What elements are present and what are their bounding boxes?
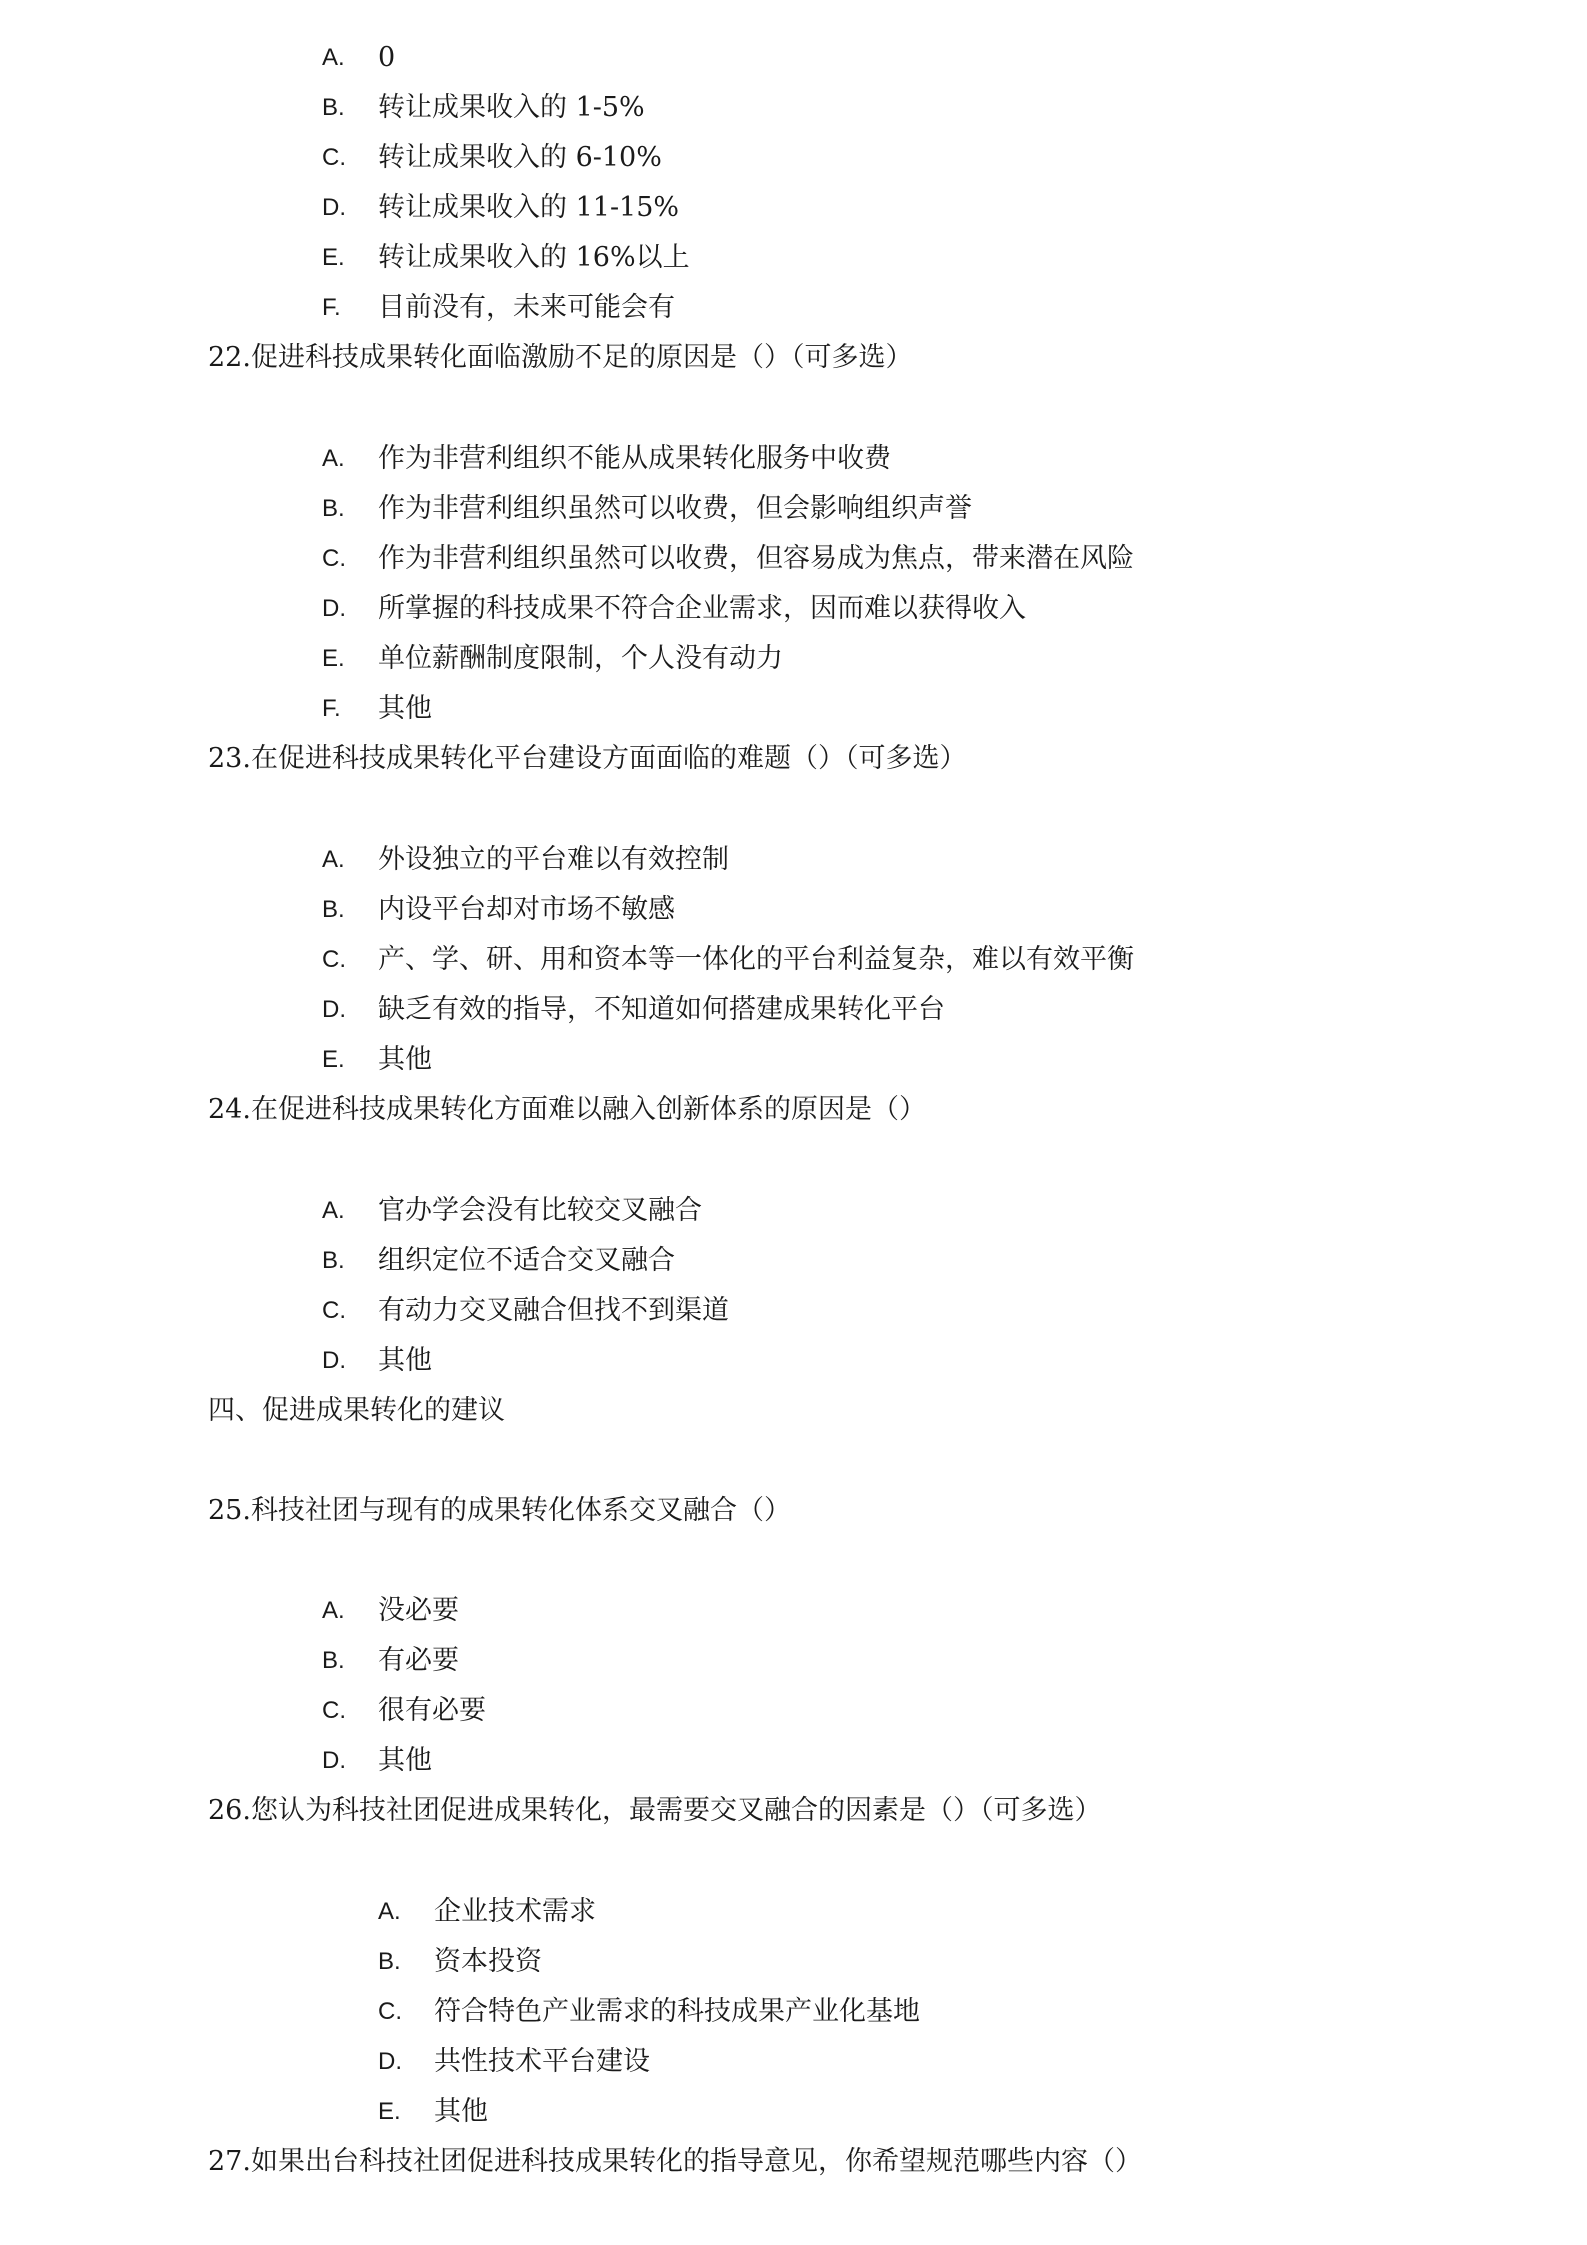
option-text: 企业技术需求: [434, 1896, 596, 1927]
option-text: 其他: [378, 1044, 432, 1075]
option-text: 作为非营利组织虽然可以收费，但会影响组织声誉: [378, 493, 972, 524]
option-letter: C.: [322, 1297, 346, 1324]
option-letter: E.: [322, 244, 345, 271]
option-letter: B.: [322, 94, 345, 121]
option-text: 官办学会没有比较交叉融合: [378, 1195, 702, 1226]
option-text: 组织定位不适合交叉融合: [378, 1245, 675, 1276]
option-letter: A.: [322, 1197, 345, 1224]
option-text: 作为非营利组织虽然可以收费，但容易成为焦点，带来潜在风险: [378, 543, 1134, 574]
option-letter: D.: [378, 2048, 402, 2075]
option-letter: C.: [322, 946, 346, 973]
option-text: 转让成果收入的 11-15%: [378, 192, 680, 223]
option-letter: B.: [322, 896, 345, 923]
option-letter: D.: [322, 1347, 346, 1374]
option-text: 转让成果收入的 16%以上: [378, 242, 690, 273]
option-letter: F.: [322, 695, 341, 722]
option-letter: A.: [322, 44, 345, 71]
option-text: 内设平台却对市场不敏感: [378, 894, 675, 925]
option-letter: D.: [322, 996, 346, 1023]
option-text: 其他: [378, 1745, 432, 1776]
question-26: 26.您认为科技社团促进成果转化，最需要交叉融合的因素是（）（可多选）: [208, 1795, 1102, 1826]
option-text: 有必要: [378, 1645, 459, 1676]
section-heading: 四、促进成果转化的建议: [208, 1395, 505, 1426]
option-text: 所掌握的科技成果不符合企业需求，因而难以获得收入: [378, 593, 1026, 624]
option-letter: E.: [378, 2098, 401, 2125]
option-text: 外设独立的平台难以有效控制: [378, 844, 729, 875]
option-letter: A.: [378, 1898, 401, 1925]
question-23: 23.在促进科技成果转化平台建设方面面临的难题（）（可多选）: [208, 743, 967, 774]
question-25: 25.科技社团与现有的成果转化体系交叉融合（）: [208, 1495, 791, 1526]
option-letter: D.: [322, 1747, 346, 1774]
option-letter: B.: [378, 1948, 401, 1975]
option-text: 转让成果收入的 1-5%: [378, 92, 645, 123]
option-text: 符合特色产业需求的科技成果产业化基地: [434, 1996, 920, 2027]
option-text: 目前没有，未来可能会有: [378, 292, 675, 323]
option-text: 产、学、研、用和资本等一体化的平台利益复杂，难以有效平衡: [378, 944, 1134, 975]
option-letter: C.: [322, 1697, 346, 1724]
option-letter: F.: [322, 294, 341, 321]
question-24: 24.在促进科技成果转化方面难以融入创新体系的原因是（）: [208, 1094, 926, 1125]
option-text: 单位薪酬制度限制，个人没有动力: [378, 643, 783, 674]
option-letter: A.: [322, 1597, 345, 1624]
option-letter: A.: [322, 846, 345, 873]
option-letter: D.: [322, 595, 346, 622]
option-letter: B.: [322, 1647, 345, 1674]
option-letter: E.: [322, 645, 345, 672]
option-text: 有动力交叉融合但找不到渠道: [378, 1295, 729, 1326]
option-letter: B.: [322, 1247, 345, 1274]
option-letter: C.: [378, 1998, 402, 2025]
option-text: 0: [378, 42, 396, 73]
option-text: 共性技术平台建设: [434, 2046, 650, 2077]
option-text: 其他: [434, 2096, 488, 2127]
option-text: 转让成果收入的 6-10%: [378, 142, 662, 173]
question-27: 27.如果出台科技社团促进科技成果转化的指导意见，你希望规范哪些内容（）: [208, 2146, 1142, 2177]
option-text: 其他: [378, 1345, 432, 1376]
option-letter: D.: [322, 194, 346, 221]
option-letter: C.: [322, 144, 346, 171]
option-text: 其他: [378, 693, 432, 724]
option-letter: E.: [322, 1046, 345, 1073]
option-letter: A.: [322, 445, 345, 472]
option-text: 很有必要: [378, 1695, 486, 1726]
option-letter: C.: [322, 545, 346, 572]
option-text: 作为非营利组织不能从成果转化服务中收费: [378, 443, 891, 474]
option-text: 资本投资: [434, 1946, 542, 1977]
question-22: 22.促进科技成果转化面临激励不足的原因是（）（可多选）: [208, 342, 913, 373]
option-text: 缺乏有效的指导，不知道如何搭建成果转化平台: [378, 994, 945, 1025]
option-letter: B.: [322, 495, 345, 522]
option-text: 没必要: [378, 1595, 459, 1626]
